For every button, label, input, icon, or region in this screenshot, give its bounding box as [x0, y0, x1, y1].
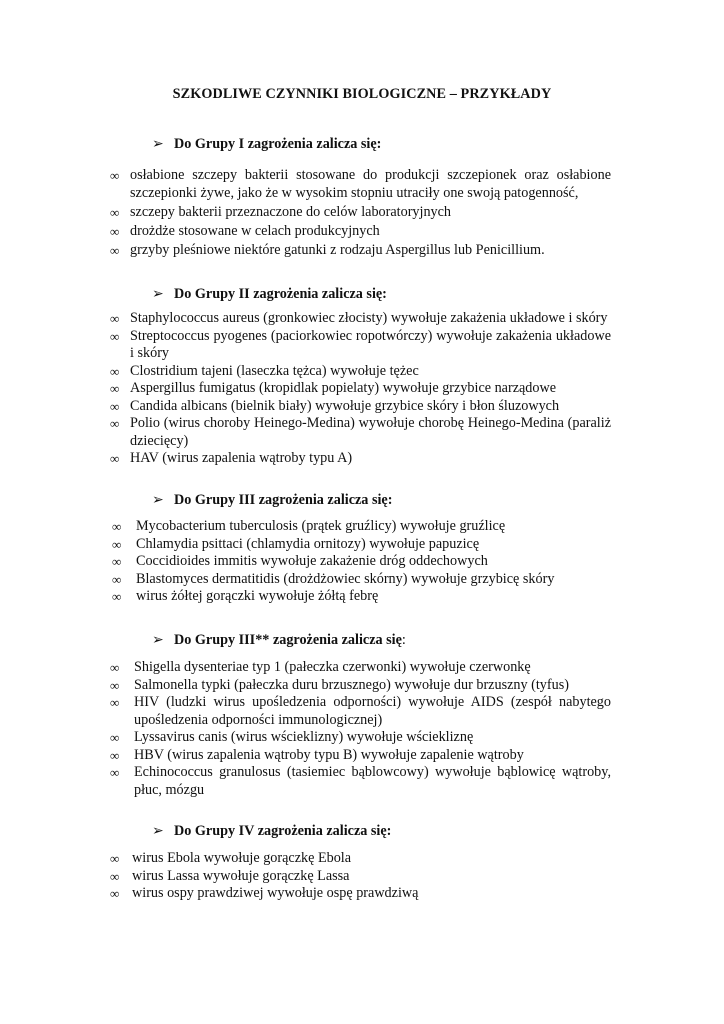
infinity-bullet-icon: ∞ — [112, 554, 122, 569]
infinity-bullet-icon: ∞ — [110, 223, 120, 239]
infinity-bullet-icon: ∞ — [110, 886, 120, 901]
infinity-bullet-icon: ∞ — [110, 451, 120, 466]
infinity-bullet-icon: ∞ — [110, 242, 120, 258]
list-item: ∞ wirus Ebola wywołuje gorączkę Ebola — [110, 850, 352, 866]
list-item: ∞ Lyssavirus canis (wirus wścieklizny) wywołuje wściekliznę — [110, 729, 474, 745]
infinity-bullet-icon: ∞ — [110, 328, 120, 344]
group-1-list — [112, 167, 611, 261]
infinity-bullet-icon: ∞ — [112, 589, 122, 604]
infinity-bullet-icon: ∞ — [110, 416, 120, 431]
group-3-heading-text: Do Grupy III zagrożenia zalicza się: — [174, 492, 393, 508]
list-item: ∞ Aspergillus fumigatus (kropidlak popielaty) wywołuje grzybice narządowe — [110, 380, 557, 396]
list-item: ∞ grzyby pleśniowe niektóre gatunki z rodzaju Aspergillus lub Penicillium. — [110, 241, 545, 258]
infinity-bullet-icon: ∞ — [112, 519, 122, 534]
group-4-heading-text: Do Grupy IV zagrożenia zalicza się: — [174, 823, 392, 839]
infinity-bullet-icon: ∞ — [110, 381, 120, 396]
arrow-icon: ➢ — [152, 136, 164, 152]
infinity-bullet-icon: ∞ — [110, 398, 120, 414]
list-item: ∞ szczepy bakterii przeznaczone do celów laboratoryjnych — [110, 203, 452, 220]
group-1-heading-text: Do Grupy I zagrożenia zalicza się: — [174, 136, 382, 152]
arrow-icon: ➢ — [152, 823, 164, 839]
list-item: ∞ Coccidioides immitis wywołuje zakażenie dróg oddechowych — [112, 553, 488, 569]
list-item: ∞ wirus żółtej gorączki wywołuje żółtą febrę — [112, 588, 379, 604]
infinity-bullet-icon: ∞ — [110, 695, 120, 710]
infinity-bullet-icon: ∞ — [110, 204, 120, 220]
group-3-list — [112, 518, 611, 606]
infinity-bullet-icon: ∞ — [110, 311, 120, 326]
group-3-star-heading — [152, 632, 406, 650]
list-item: ∞ Shigella dysenteriae typ 1 (pałeczka czerwonki) wywołuje czerwonkę — [110, 659, 531, 675]
list-item: ∞ osłabione szczepy bakterii stosowane do produkcji szczepionek oraz osłabione szczepionki żywe, jako że w wysokim stopniu utraciły one swoją patogenność, — [110, 167, 611, 201]
infinity-bullet-icon: ∞ — [110, 730, 120, 745]
list-item: ∞ Polio (wirus choroby Heinego-Medina) wywołuje chorobę Heinego-Medina (paraliż dziecięcy) — [110, 415, 611, 449]
list-item: ∞ HIV (ludzki wirus upośledzenia odporności) wywołuje AIDS (zespół nabytego upośledzenia odporności immunologicznej) — [110, 694, 611, 728]
infinity-bullet-icon: ∞ — [110, 747, 120, 763]
group-3-star-list — [112, 659, 611, 799]
group-4-list — [112, 850, 611, 903]
page-title: SZKODLIWE CZYNNIKI BIOLOGICZNE – PRZYKŁADY — [172, 86, 552, 102]
group-2-heading-text: Do Grupy II zagrożenia zalicza się: — [174, 286, 387, 302]
infinity-bullet-icon: ∞ — [112, 571, 122, 587]
infinity-bullet-icon: ∞ — [112, 536, 122, 552]
list-item: ∞ HAV (wirus zapalenia wątroby typu A) — [110, 450, 353, 466]
list-item: ∞ wirus Lassa wywołuje gorączkę Lassa — [110, 867, 350, 884]
list-item: ∞ Streptococcus pyogenes (paciorkowiec ropotwórczy) wywołuje zakażenia układowe i skóry — [110, 327, 611, 361]
list-item: ∞ HBV (wirus zapalenia wątroby typu B) wywołuje zapalenie wątroby — [110, 746, 524, 763]
infinity-bullet-icon: ∞ — [110, 851, 120, 866]
infinity-bullet-icon: ∞ — [110, 765, 120, 780]
list-item: ∞ Clostridium tajeni (laseczka tężca) wywołuje tężec — [110, 362, 419, 379]
list-item: ∞ Mycobacterium tuberculosis (prątek gruźlicy) wywołuje gruźlicę — [112, 518, 506, 534]
group-3-star-heading-text: Do Grupy III** zagrożenia zalicza się — [174, 632, 402, 648]
list-item: ∞ Staphylococcus aureus (gronkowiec złocisty) wywołuje zakażenia układowe i skóry — [110, 310, 608, 326]
group-4-heading — [152, 823, 391, 841]
arrow-icon: ➢ — [152, 286, 164, 302]
group-2-list — [112, 310, 611, 468]
group-3-heading — [152, 492, 392, 510]
arrow-icon: ➢ — [152, 492, 164, 508]
infinity-bullet-icon: ∞ — [110, 168, 120, 183]
infinity-bullet-icon: ∞ — [110, 363, 120, 379]
list-item: ∞ Blastomyces dermatitidis (drożdżowiec skórny) wywołuje grzybicę skóry — [112, 570, 555, 587]
infinity-bullet-icon: ∞ — [110, 660, 120, 675]
list-item: ∞ wirus ospy prawdziwej wywołuje ospę prawdziwą — [110, 885, 419, 901]
list-item: ∞ Salmonella typki (pałeczka duru brzusznego) wywołuje dur brzuszny (tyfus) — [110, 676, 569, 693]
group-2-heading — [152, 286, 387, 304]
list-item: ∞ Chlamydia psittaci (chlamydia ornitozy) wywołuje papuzicę — [112, 535, 480, 552]
infinity-bullet-icon: ∞ — [110, 677, 120, 693]
group-1-heading — [152, 136, 381, 154]
list-item: ∞ Candida albicans (bielnik biały) wywołuje grzybice skóry i błon śluzowych — [110, 397, 560, 414]
arrow-icon: ➢ — [152, 632, 164, 648]
infinity-bullet-icon: ∞ — [110, 868, 120, 884]
group-3-star-heading-colon: : — [401, 632, 406, 648]
list-item: ∞ Echinococcus granulosus (tasiemiec bąblowcowy) wywołuje bąblowicę wątroby, płuc, mózgu — [110, 764, 611, 798]
list-item: ∞ drożdże stosowane w celach produkcyjnych — [110, 222, 380, 239]
